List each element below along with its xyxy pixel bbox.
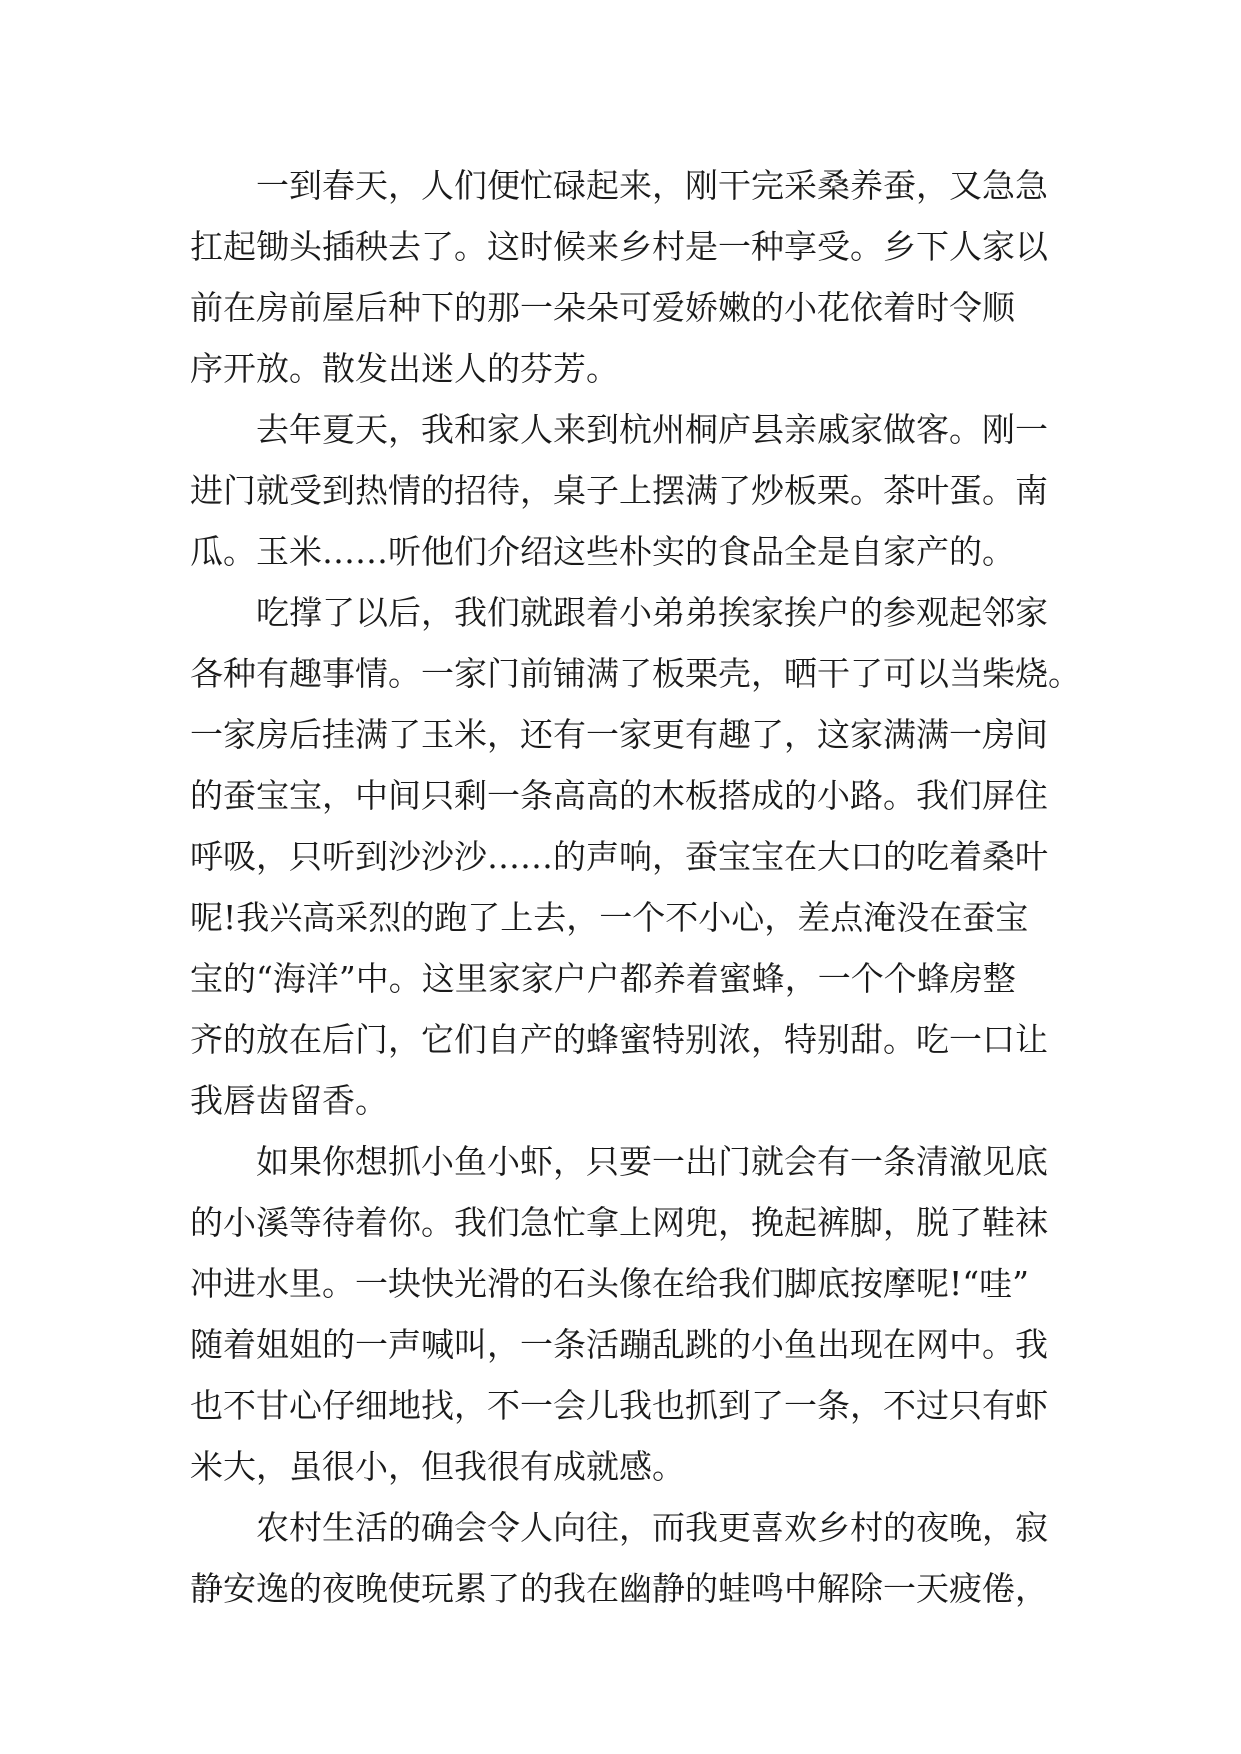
paragraph-1-line-4: 序开放。散发出迷人的芬芳。: [190, 349, 619, 388]
paragraph-3-line-9: 我唇齿留香。: [190, 1081, 388, 1120]
paragraph-4-line-2: 的小溪等待着你。我们急忙拿上网兜，挽起裤脚，脱了鞋袜: [190, 1203, 1048, 1242]
paragraph-5-line-2: 静安逸的夜晚使玩累了的我在幽静的蛙鸣中解除一天疲倦，: [190, 1569, 1048, 1608]
paragraph-3-line-6: 呢!我兴高采烈的跑了上去，一个不小心，差点淹没在蚕宝: [190, 898, 1029, 937]
paragraph-4-line-6: 米大，虽很小，但我很有成就感。: [190, 1447, 685, 1486]
paragraph-3-line-8: 齐的放在后门，它们自产的蜂蜜特别浓，特别甜。吃一口让: [190, 1020, 1048, 1059]
paragraph-3-line-1: 吃撑了以后，我们就跟着小弟弟挨家挨户的参观起邻家: [256, 593, 1048, 632]
paragraph-2-line-3: 瓜。玉米……听他们介绍这些朴实的食品全是自家产的。: [190, 532, 1015, 571]
paragraph-4-line-1: 如果你想抓小鱼小虾，只要一出门就会有一条清澈见底: [256, 1142, 1048, 1181]
paragraph-1-line-3: 前在房前屋后种下的那一朵朵可爱娇嫩的小花依着时令顺: [190, 288, 1015, 327]
paragraph-1-line-2: 扛起锄头插秧去了。这时候来乡村是一种享受。乡下人家以: [190, 227, 1048, 266]
essay-text-body: [190, 155, 1081, 1619]
paragraph-2-line-2: 进门就受到热情的招待，桌子上摆满了炒板栗。茶叶蛋。南: [190, 471, 1048, 510]
paragraph-3-line-3: 一家房后挂满了玉米，还有一家更有趣了，这家满满一房间: [190, 715, 1048, 754]
paragraph-4-line-4: 随着姐姐的一声喊叫，一条活蹦乱跳的小鱼出现在网中。我: [190, 1325, 1048, 1364]
paragraph-3-line-5: 呼吸，只听到沙沙沙……的声响，蚕宝宝在大口的吃着桑叶: [190, 837, 1048, 876]
paragraph-4-line-5: 也不甘心仔细地找，不一会儿我也抓到了一条，不过只有虾: [190, 1386, 1048, 1425]
paragraph-5-line-1: 农村生活的确会令人向往，而我更喜欢乡村的夜晚，寂: [256, 1508, 1048, 1547]
paragraph-2-line-1: 去年夏天，我和家人来到杭州桐庐县亲戚家做客。刚一: [256, 410, 1048, 449]
paragraph-3-line-7: 宝的“海洋”中。这里家家户户都养着蜜蜂，一个个蜂房整: [190, 959, 1016, 998]
paragraph-1-line-1: 一到春天，人们便忙碌起来，刚干完采桑养蚕，又急急: [256, 166, 1048, 205]
paragraph-4-line-3: 冲进水里。一块快光滑的石头像在给我们脚底按摩呢!“哇”: [190, 1264, 1030, 1303]
paragraph-3-line-4: 的蚕宝宝，中间只剩一条高高的木板搭成的小路。我们屏住: [190, 776, 1048, 815]
paragraph-3-line-2: 各种有趣事情。一家门前铺满了板栗壳，晒干了可以当柴烧。: [190, 654, 1081, 693]
